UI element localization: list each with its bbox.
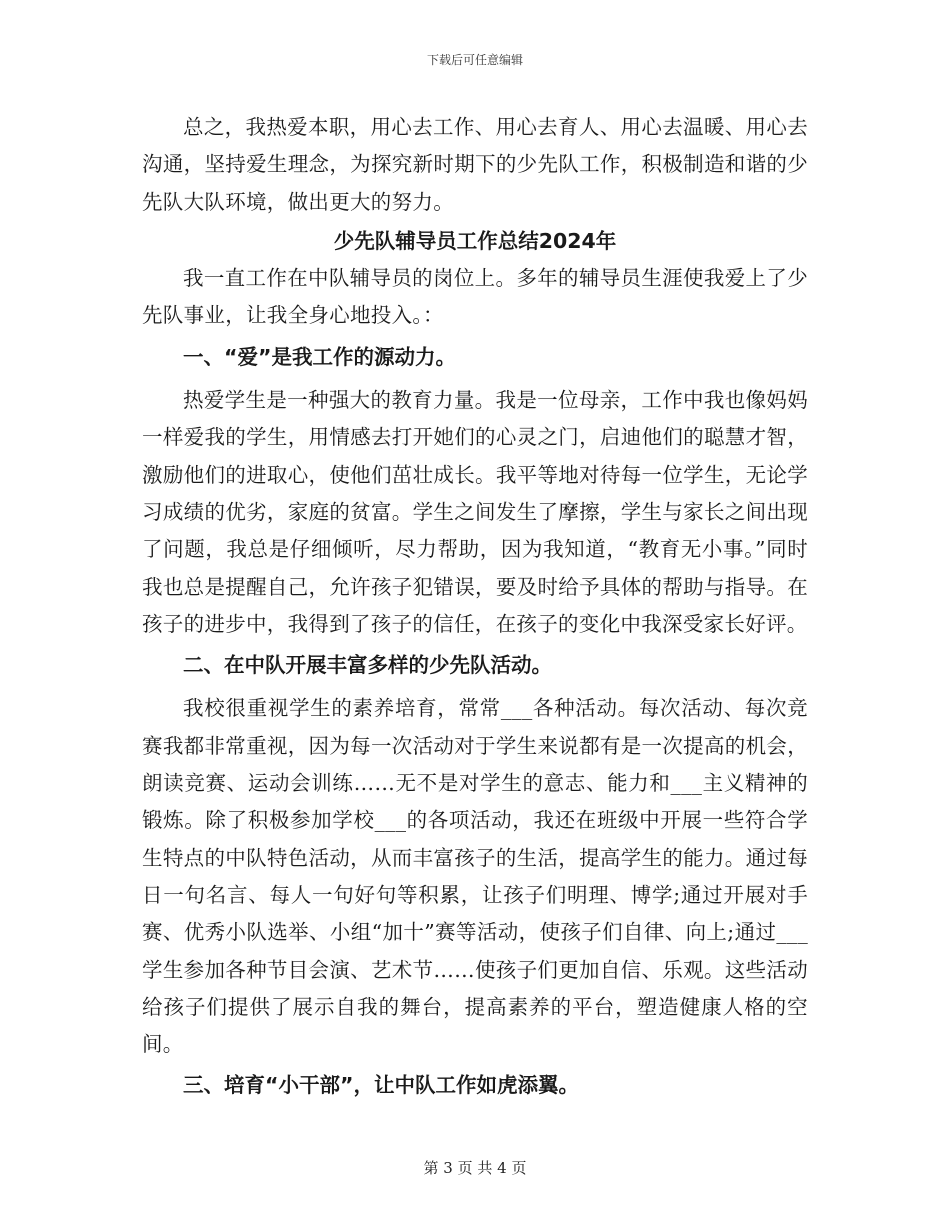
paragraph-love: 热爱学生是一种强大的教育力量。我是一位母亲，工作中我也像妈妈一样爱我的学生，用情感去打开她们的心灵之门，启迪他们的聪慧才智，激励他们的进取心，使他们茁壮成长。我平等地对待每一位学生，无论学习成绩的优劣，家庭的贫富。学生之间发生了摩擦，学生与家长之间出现了问题，我总是仔细倾听，尽力帮助，因为我知道，“教育无小事。”同时我也总是提醒自己，允许孩子犯错误，要及时给予具体的帮助与指导。在孩子的进步中，我得到了孩子的信任，在孩子的变化中我深受家长好评。 [142, 388, 808, 636]
document-body [142, 109, 808, 1111]
page-header: 下载后可任意编辑 [426, 53, 523, 67]
heading-2: 二、在中队开展丰富多样的少先队活动。 [183, 653, 552, 678]
paragraph-activities: 我校很重视学生的素养培育，常常___各种活动。每次活动、每次竞赛我都非常重视，因为每一次活动对于学生来说都有是一次提高的机会，朗读竞赛、运动会训练……无不是对学生的意志、能力和___主义精神的锻炼。除了积极参加学校___的各项活动，我还在班级中开展一些符合学生特点的中队特色活动，从而丰富孩子的生活，提高学生的能力。通过每日一句名言、每人一句好句等积累，让孩子们明理、博学;通过开展对手赛、优秀小队选举、小组“加十”赛等活动，使孩子们自律、向上;通过___学生参加各种节目会演、艺术节……使孩子们更加自信、乐观。这些活动给孩子们提供了展示自我的舞台，提高素养的平台，塑造健康人格的空间。 [142, 696, 808, 1057]
page-footer: 第 3 页 共 4 页 [423, 1159, 527, 1177]
closing-paragraph: 总之，我热爱本职，用心去工作、用心去育人、用心去温暖、用心去沟通，坚持爱生理念，为探究新时期下的少先队工作，积极制造和谐的少先队大队环境，做出更大的努力。 [142, 115, 808, 214]
section-title: 少先队辅导员工作总结2024年 [333, 228, 617, 253]
heading-1: 一、“爱”是我工作的源动力。 [183, 344, 456, 369]
heading-3: 三、培育“小干部”，让中队工作如虎添翼。 [183, 1073, 579, 1098]
intro-paragraph: 我一直工作在中队辅导员的岗位上。多年的辅导员生涯使我爱上了少先队事业，让我全身心地投入。： [142, 266, 808, 328]
